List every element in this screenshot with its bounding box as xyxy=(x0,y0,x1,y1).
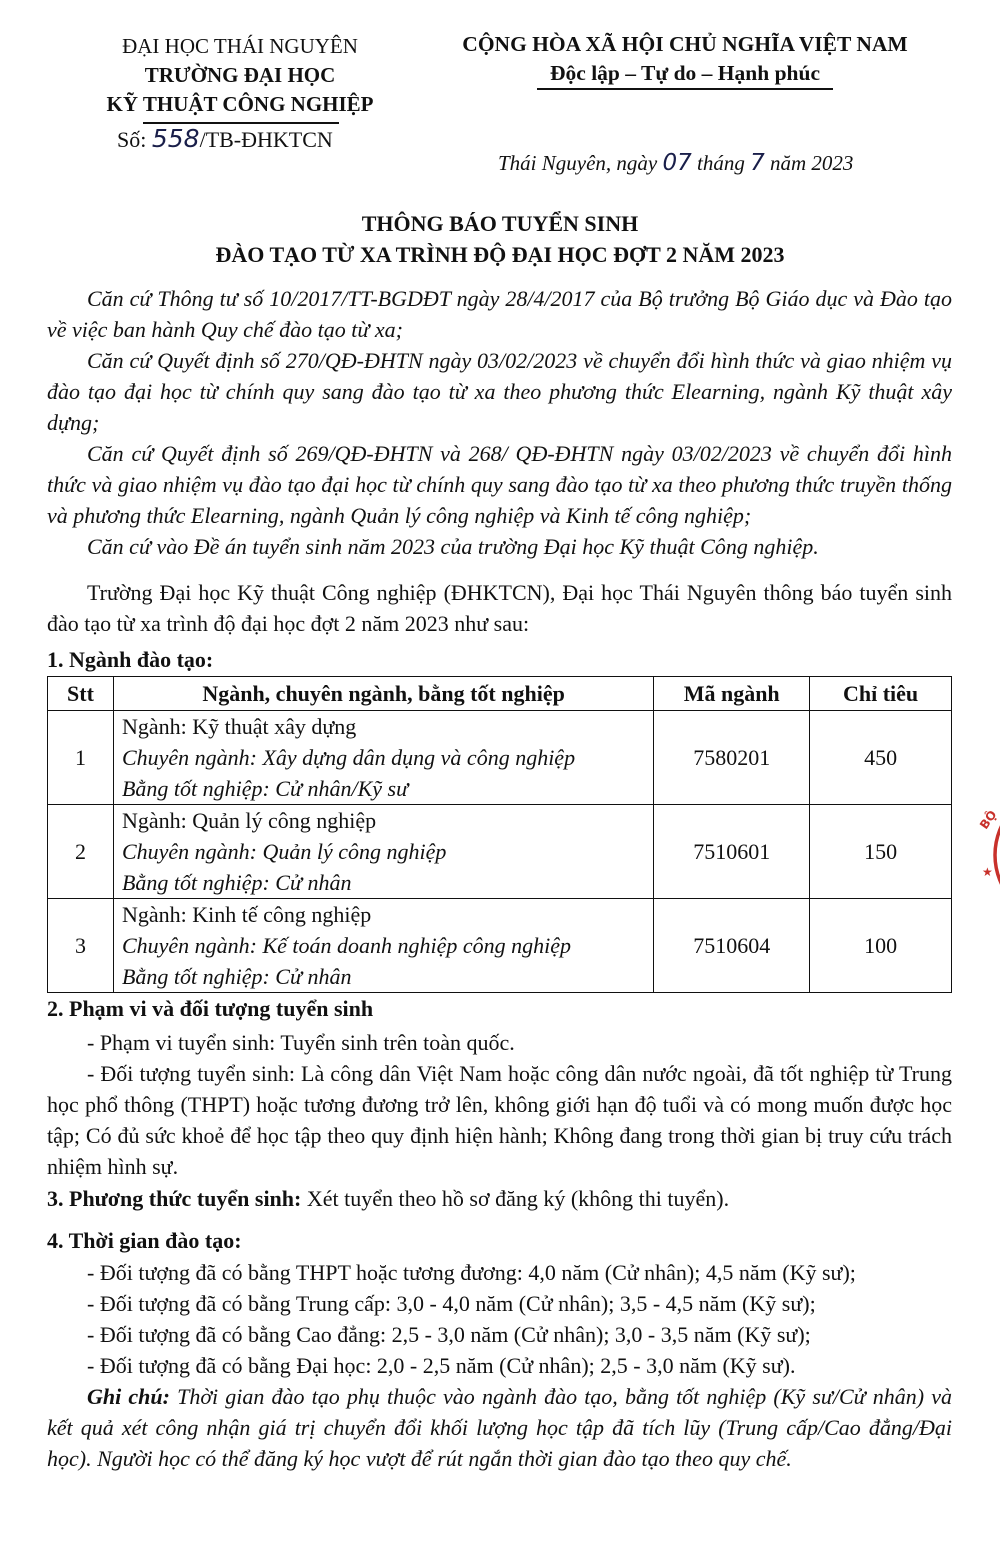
table-row xyxy=(48,805,952,899)
row-quota: 100 xyxy=(810,899,952,993)
row-description xyxy=(113,711,653,805)
scope-text: - Phạm vi tuyển sinh: Tuyển sinh trên toàn quốc. xyxy=(87,1030,515,1055)
section3-heading: 3. Phương thức tuyển sinh: xyxy=(47,1186,302,1211)
target-paragraph: - Đối tượng tuyển sinh: Là công dân Việt Nam hoặc công dân nước ngoài, đã tốt nghiệp từ Trung học phổ thông (THPT) hoặc tương đương trở lên, không giới hạn độ tuổi và có mong muốn được học tập; Có đủ sức khoẻ để học tập theo quy định hiện hành; Không đang trong thời gian bị truy cứu trách nhiệm hình sự. xyxy=(47,1061,952,1179)
official-seal xyxy=(968,780,1000,930)
col-header-stt: Stt xyxy=(48,677,114,711)
basis-3: Căn cứ Quyết định số 269/QĐ-ĐHTN và 268/ QĐ-ĐHTN ngày 03/02/2023 về chuyển đổi hình thức và giao nhiệm vụ đào tạo đại học từ chính quy sang đào tạo từ xa theo phương thức truyền thống và phương thức Elearning, ngành Quản lý công nghiệp và Kinh tế công nghiệp; xyxy=(47,441,952,528)
row-quota: 450 xyxy=(810,711,952,805)
intro-paragraph: Trường Đại học Kỹ thuật Công nghiệp (ĐHKTCN), Đại học Thái Nguyên thông báo tuyển sinh đào tạo từ xa trình độ đại học đợt 2 năm 2023 như sau: xyxy=(47,580,952,636)
university-name: ĐẠI HỌC THÁI NGUYÊN xyxy=(122,34,358,58)
date-month-handwritten: 7 xyxy=(750,150,765,176)
basis-2: Căn cứ Quyết định số 270/QĐ-ĐHTN ngày 03/02/2023 về chuyển đổi hình thức và giao nhiệm vụ đào tạo đại học từ chính quy sang đào tạo từ xa theo phương thức Elearning, ngành Kỹ thuật xây dựng; xyxy=(47,348,952,435)
basis-1: Căn cứ Thông tư số 10/2017/TT-BGDĐT ngày 28/4/2017 của Bộ trưởng Bộ Giáo dục và Đào tạo về việc ban hành Quy chế đào tạo từ xa; xyxy=(47,286,952,342)
duration-item-3: - Đối tượng đã có bằng Cao đẳng: 2,5 - 3,0 năm (Cử nhân); 3,0 - 3,5 năm (Kỹ sư); xyxy=(87,1322,811,1347)
document-title xyxy=(40,208,960,270)
country-name: CỘNG HÒA XÃ HỘI CHỦ NGHĨA VIỆT NAM xyxy=(462,32,908,56)
issuer-block xyxy=(60,32,420,119)
note-text: Thời gian đào tạo phụ thuộc vào ngành đào tạo, bằng tốt nghiệp (Kỹ sư/Cử nhân) và kết quả xét công nhận giá trị chuyển đổi khối lượng học tập đã tích lũy (Trung cấp/Cao đẳng/Đại học). Người học có thể đăng ký học vượt để rút ngắn thời gian đào tạo theo quy chế. xyxy=(47,1384,953,1471)
date-day-handwritten: 07 xyxy=(662,150,692,176)
row-description xyxy=(113,805,653,899)
row-quota: 150 xyxy=(810,805,952,899)
date-year: năm 2023 xyxy=(770,151,854,175)
table-row xyxy=(48,711,952,805)
row-major: Ngành: Kinh tế công nghiệp xyxy=(121,902,372,927)
ref-number-handwritten: 558 xyxy=(151,124,200,153)
seal-text: BỘ xyxy=(976,807,1000,832)
title-line1: THÔNG BÁO TUYỂN SINH xyxy=(361,211,639,236)
motto-underline xyxy=(537,88,833,90)
row-code: 7510601 xyxy=(654,805,810,899)
note-label: Ghi chú: xyxy=(87,1384,170,1409)
duration-item-4: - Đối tượng đã có bằng Đại học: 2,0 - 2,5 năm (Cử nhân); 2,5 - 3,0 năm (Kỹ sư). xyxy=(87,1353,796,1378)
row-degree: Bằng tốt nghiệp: Cử nhân/Kỹ sư xyxy=(121,776,409,801)
table-header-row xyxy=(48,677,952,711)
national-motto: Độc lập – Tự do – Hạnh phúc xyxy=(550,61,820,85)
row-stt: 1 xyxy=(48,711,114,805)
col-header-quota: Chỉ tiêu xyxy=(810,677,952,711)
row-specialization: Chuyên ngành: Xây dựng dân dụng và công nghiệp xyxy=(121,745,576,770)
ref-suffix: /TB-ĐHKTCN xyxy=(199,127,333,152)
note-paragraph xyxy=(47,1381,952,1474)
majors-table xyxy=(47,676,952,993)
row-major: Ngành: Kỹ thuật xây dựng xyxy=(121,714,357,739)
section2-heading: 2. Phạm vi và đối tượng tuyển sinh xyxy=(47,996,374,1021)
date-prefix: Thái Nguyên, ngày xyxy=(498,151,658,175)
school-name-line2: KỸ THUẬT CÔNG NGHIỆP xyxy=(106,92,374,116)
document-reference xyxy=(117,124,333,153)
row-specialization: Chuyên ngành: Kế toán doanh nghiệp công nghiệp xyxy=(121,933,572,958)
title-line2: ĐÀO TẠO TỪ XA TRÌNH ĐỘ ĐẠI HỌC ĐỢT 2 NĂM 2023 xyxy=(215,242,785,267)
section4-heading: 4. Thời gian đào tạo: xyxy=(47,1228,242,1253)
school-name-line1: TRƯỜNG ĐẠI HỌC xyxy=(144,63,336,87)
row-stt: 3 xyxy=(48,899,114,993)
row-code: 7580201 xyxy=(654,711,810,805)
section1-heading: 1. Ngành đào tạo: xyxy=(47,647,214,672)
row-major: Ngành: Quản lý công nghiệp xyxy=(121,808,377,833)
duration-item-2: - Đối tượng đã có bằng Trung cấp: 3,0 - 4,0 năm (Cử nhân); 3,5 - 4,5 năm (Kỹ sư); xyxy=(87,1291,816,1316)
row-degree: Bằng tốt nghiệp: Cử nhân xyxy=(121,870,352,895)
duration-item-1: - Đối tượng đã có bằng THPT hoặc tương đương: 4,0 năm (Cử nhân); 4,5 năm (Kỹ sư); xyxy=(87,1260,856,1285)
row-degree: Bằng tốt nghiệp: Cử nhân xyxy=(121,964,352,989)
col-header-code: Mã ngành xyxy=(654,677,810,711)
row-stt: 2 xyxy=(48,805,114,899)
section3 xyxy=(47,1186,729,1212)
row-description xyxy=(113,899,653,993)
row-code: 7510604 xyxy=(654,899,810,993)
basis-4: Căn cứ vào Đề án tuyển sinh năm 2023 của trường Đại học Kỹ thuật Công nghiệp. xyxy=(87,534,819,559)
date-line xyxy=(498,150,853,176)
seal-star-icon: ★ xyxy=(982,865,993,879)
ref-prefix: Số: xyxy=(117,127,147,152)
date-month-label: tháng xyxy=(697,151,745,175)
row-specialization: Chuyên ngành: Quản lý công nghiệp xyxy=(121,839,447,864)
national-header xyxy=(430,30,940,88)
col-header-major: Ngành, chuyên ngành, bằng tốt nghiệp xyxy=(113,677,653,711)
table-row xyxy=(48,899,952,993)
section3-text: Xét tuyển theo hồ sơ đăng ký (không thi tuyển). xyxy=(306,1186,730,1211)
